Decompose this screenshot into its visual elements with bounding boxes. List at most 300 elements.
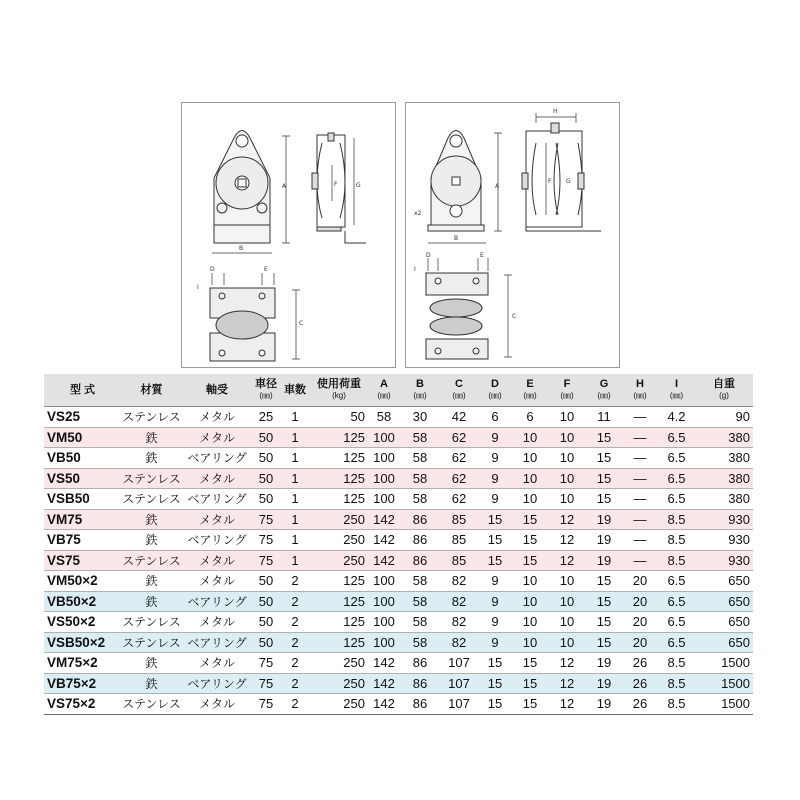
dim-label-c: C <box>299 320 304 327</box>
table-cell: VS75 <box>44 550 121 571</box>
table-cell: 1 <box>280 427 310 448</box>
table-cell: 62 <box>440 489 478 510</box>
table-cell: 86 <box>400 653 440 674</box>
table-cell: 1500 <box>695 653 753 674</box>
table-cell: 58 <box>400 632 440 653</box>
table-cell: 62 <box>440 468 478 489</box>
dim-label-b: B <box>454 235 459 242</box>
table-cell: 6 <box>512 407 548 428</box>
table-cell: 50 <box>252 468 280 489</box>
table-cell: ベアリング <box>182 448 252 469</box>
table-cell: 19 <box>586 550 622 571</box>
dim-label-g: G <box>356 182 361 189</box>
table-cell: 6.5 <box>658 612 695 633</box>
table-cell: 10 <box>512 427 548 448</box>
table-cell: 12 <box>548 653 586 674</box>
table-cell: 58 <box>400 489 440 510</box>
table-cell: 鉄 <box>121 530 182 551</box>
table-cell: 142 <box>368 653 400 674</box>
table-cell: 380 <box>695 489 753 510</box>
table-cell: 15 <box>512 653 548 674</box>
table-cell: 82 <box>440 571 478 592</box>
table-cell: メタル <box>182 612 252 633</box>
column-header-label: A <box>380 378 388 390</box>
table-cell: 100 <box>368 571 400 592</box>
column-header-unit: (㎜) <box>669 391 684 400</box>
table-cell: 15 <box>478 550 512 571</box>
table-cell: ステンレス <box>121 632 182 653</box>
table-cell: 250 <box>310 509 368 530</box>
table-cell: 鉄 <box>121 591 182 612</box>
table-cell: 12 <box>548 509 586 530</box>
column-header-label: I <box>674 378 679 390</box>
column-header <box>622 374 658 407</box>
table-cell: 6.5 <box>658 448 695 469</box>
table-cell: 125 <box>310 632 368 653</box>
dim-label-e: E <box>480 252 484 259</box>
table-cell: 9 <box>478 448 512 469</box>
table-cell: 10 <box>548 591 586 612</box>
table-cell: — <box>622 509 658 530</box>
table-cell: 2 <box>280 571 310 592</box>
table-cell: 9 <box>478 489 512 510</box>
table-cell: 107 <box>440 653 478 674</box>
column-header <box>512 374 548 407</box>
table-row <box>44 427 753 448</box>
dim-label-d: D <box>210 266 215 273</box>
table-cell: 9 <box>478 427 512 448</box>
table-cell: 15 <box>478 653 512 674</box>
table-cell: VB75×2 <box>44 673 121 694</box>
table-cell: 15 <box>586 632 622 653</box>
table-cell: 380 <box>695 468 753 489</box>
table-cell: 58 <box>368 407 400 428</box>
dim-label-b: B <box>239 245 244 252</box>
table-cell: 20 <box>622 632 658 653</box>
table-cell: メタル <box>182 550 252 571</box>
table-cell: 10 <box>512 448 548 469</box>
table-cell: 107 <box>440 694 478 715</box>
table-cell: 10 <box>512 632 548 653</box>
column-header-label: 型 式 <box>69 384 96 396</box>
table-row <box>44 550 753 571</box>
table-cell: 142 <box>368 550 400 571</box>
table-cell: 50 <box>252 448 280 469</box>
column-header <box>478 374 512 407</box>
table-cell: 10 <box>512 612 548 633</box>
table-cell: 380 <box>695 427 753 448</box>
table-cell: 250 <box>310 694 368 715</box>
table-row <box>44 612 753 633</box>
table-cell: 2 <box>280 694 310 715</box>
dim-label-f: F <box>334 181 338 188</box>
table-cell: 8.5 <box>658 653 695 674</box>
column-header <box>400 374 440 407</box>
table-cell: 10 <box>548 407 586 428</box>
table-cell: 6.5 <box>658 489 695 510</box>
table-cell: 26 <box>622 694 658 715</box>
table-cell: 650 <box>695 591 753 612</box>
table-cell: 1 <box>280 407 310 428</box>
table-row <box>44 571 753 592</box>
table-cell: 15 <box>512 694 548 715</box>
table-cell: — <box>622 489 658 510</box>
table-cell: 12 <box>548 694 586 715</box>
column-header <box>368 374 400 407</box>
table-cell: 75 <box>252 653 280 674</box>
column-header-label: 材質 <box>140 384 163 396</box>
table-cell: 82 <box>440 612 478 633</box>
table-cell: 10 <box>548 612 586 633</box>
table-cell: 2 <box>280 653 310 674</box>
table-cell: 10 <box>548 632 586 653</box>
table-cell: 19 <box>586 653 622 674</box>
table-cell: 1 <box>280 509 310 530</box>
dim-label-g: G <box>566 178 571 185</box>
table-cell: VS75×2 <box>44 694 121 715</box>
table-cell: 42 <box>440 407 478 428</box>
table-cell: 26 <box>622 653 658 674</box>
table-cell: VM50 <box>44 427 121 448</box>
table-cell: 142 <box>368 673 400 694</box>
table-cell: 19 <box>586 694 622 715</box>
table-cell: 25 <box>252 407 280 428</box>
column-header-label: 車径 <box>255 378 277 390</box>
dim-label-x2: x2 <box>414 210 422 217</box>
table-cell: メタル <box>182 468 252 489</box>
table-cell: 10 <box>548 571 586 592</box>
table-cell: 125 <box>310 448 368 469</box>
table-cell: — <box>622 550 658 571</box>
table-cell: 鉄 <box>121 427 182 448</box>
table-cell: 15 <box>586 489 622 510</box>
column-header-unit: (㎜) <box>597 391 611 400</box>
table-cell: 250 <box>310 550 368 571</box>
table-cell: 10 <box>512 489 548 510</box>
table-cell: 380 <box>695 448 753 469</box>
table-cell: メタル <box>182 571 252 592</box>
table-cell: 15 <box>478 530 512 551</box>
table-cell: VS50 <box>44 468 121 489</box>
table-cell: ステンレス <box>121 550 182 571</box>
table-cell: 15 <box>586 448 622 469</box>
table-cell: 12 <box>548 673 586 694</box>
table-cell: 142 <box>368 694 400 715</box>
table-cell: 142 <box>368 509 400 530</box>
table-cell: 250 <box>310 673 368 694</box>
table-cell: 250 <box>310 653 368 674</box>
table-cell: 15 <box>478 673 512 694</box>
table-cell: 58 <box>400 468 440 489</box>
table-cell: 85 <box>440 550 478 571</box>
table-cell: 75 <box>252 673 280 694</box>
table-cell: 8.5 <box>658 509 695 530</box>
table-cell: 100 <box>368 427 400 448</box>
table-cell: 2 <box>280 632 310 653</box>
table-cell: メタル <box>182 694 252 715</box>
table-cell: 15 <box>586 427 622 448</box>
table-cell: 20 <box>622 612 658 633</box>
table-cell: 50 <box>252 632 280 653</box>
table-cell: 86 <box>400 509 440 530</box>
table-cell: 90 <box>695 407 753 428</box>
table-cell: 6.5 <box>658 591 695 612</box>
table-cell: 2 <box>280 673 310 694</box>
table-cell: 86 <box>400 694 440 715</box>
table-cell: 9 <box>478 591 512 612</box>
table-cell: 20 <box>622 571 658 592</box>
table-cell: 10 <box>512 571 548 592</box>
table-cell: VB50×2 <box>44 591 121 612</box>
table-cell: 58 <box>400 591 440 612</box>
table-header-row <box>44 374 753 407</box>
column-header-unit: (㎜) <box>488 391 502 400</box>
column-header-label: H <box>636 378 644 390</box>
column-header-unit: (g) <box>719 391 729 400</box>
table-row <box>44 653 753 674</box>
table-cell: 650 <box>695 571 753 592</box>
table-cell: 15 <box>512 673 548 694</box>
table-cell: 2 <box>280 591 310 612</box>
table-body <box>44 407 753 715</box>
table-cell: 1 <box>280 530 310 551</box>
table-cell: 10 <box>548 448 586 469</box>
column-header-unit: (㎜) <box>452 391 466 400</box>
table-row <box>44 591 753 612</box>
table-cell: ステンレス <box>121 468 182 489</box>
table-cell: VS50×2 <box>44 612 121 633</box>
table-cell: 1 <box>280 489 310 510</box>
dim-label-i: I <box>197 284 199 291</box>
table-cell: 100 <box>368 489 400 510</box>
table-cell: ベアリング <box>182 632 252 653</box>
table-cell: 100 <box>368 632 400 653</box>
table-cell: 10 <box>548 489 586 510</box>
table-cell: 6.5 <box>658 468 695 489</box>
table-cell: 1500 <box>695 673 753 694</box>
column-header-label: C <box>455 378 463 390</box>
table-cell: 15 <box>512 509 548 530</box>
column-header-unit: (㎜) <box>523 391 537 400</box>
column-header-unit: (㎜) <box>377 391 391 400</box>
column-header <box>182 374 252 407</box>
column-header-unit: (㎜) <box>413 391 427 400</box>
table-cell: 8.5 <box>658 694 695 715</box>
table-cell: 15 <box>512 550 548 571</box>
table-cell: 1 <box>280 550 310 571</box>
table-row <box>44 407 753 428</box>
table-cell: 30 <box>400 407 440 428</box>
dim-label-e: E <box>264 266 268 273</box>
table-cell: 9 <box>478 632 512 653</box>
table-cell: 鉄 <box>121 673 182 694</box>
table-cell: 10 <box>548 427 586 448</box>
table-cell: 6.5 <box>658 571 695 592</box>
table-cell: 1500 <box>695 694 753 715</box>
table-cell: 50 <box>252 571 280 592</box>
column-header <box>252 374 280 407</box>
table-cell: 58 <box>400 427 440 448</box>
column-header-unit: (㎜) <box>259 391 273 400</box>
table-cell: 125 <box>310 468 368 489</box>
table-cell: 9 <box>478 612 512 633</box>
column-header-unit: (㎜) <box>633 391 647 400</box>
table-cell: 142 <box>368 530 400 551</box>
dim-label-a: A <box>495 183 500 190</box>
table-cell: 100 <box>368 591 400 612</box>
table-cell: 12 <box>548 530 586 551</box>
column-header-label: 車数 <box>284 384 306 396</box>
table-cell: 58 <box>400 571 440 592</box>
table-row <box>44 673 753 694</box>
table-cell: 58 <box>400 612 440 633</box>
table-cell: 6.5 <box>658 427 695 448</box>
table-cell: 15 <box>586 591 622 612</box>
table-cell: ベアリング <box>182 489 252 510</box>
table-row <box>44 632 753 653</box>
table-cell: 85 <box>440 509 478 530</box>
table-cell: 15 <box>478 509 512 530</box>
table-cell: 鉄 <box>121 571 182 592</box>
table-cell: — <box>622 530 658 551</box>
table-cell: ステンレス <box>121 694 182 715</box>
table-cell: 650 <box>695 612 753 633</box>
dim-label-f: F <box>548 178 552 185</box>
table-cell: 8.5 <box>658 550 695 571</box>
column-header <box>121 374 182 407</box>
column-header-label: G <box>599 378 609 390</box>
column-header-label: F <box>563 378 571 390</box>
column-header <box>310 374 368 407</box>
table-cell: 9 <box>478 468 512 489</box>
table-cell: 650 <box>695 632 753 653</box>
column-header <box>586 374 622 407</box>
table-cell: メタル <box>182 509 252 530</box>
table-cell: VB75 <box>44 530 121 551</box>
table-cell: 75 <box>252 530 280 551</box>
table-cell: 12 <box>548 550 586 571</box>
table-cell: 50 <box>252 427 280 448</box>
table-cell: 930 <box>695 509 753 530</box>
table-cell: 鉄 <box>121 653 182 674</box>
dim-label-i: I <box>414 266 416 273</box>
table-cell: 鉄 <box>121 448 182 469</box>
dim-label-a: A <box>282 183 287 190</box>
table-cell: 8.5 <box>658 673 695 694</box>
table-cell: VB50 <box>44 448 121 469</box>
table-cell: — <box>622 427 658 448</box>
table-cell: 50 <box>252 489 280 510</box>
table-cell: 15 <box>512 530 548 551</box>
table-cell: 107 <box>440 673 478 694</box>
table-cell: 62 <box>440 448 478 469</box>
table-cell: VS25 <box>44 407 121 428</box>
table-cell: ステンレス <box>121 407 182 428</box>
table-row <box>44 489 753 510</box>
table-cell: — <box>622 468 658 489</box>
table-cell: 20 <box>622 591 658 612</box>
double-pulley-drawing <box>406 103 621 369</box>
table-cell: 75 <box>252 694 280 715</box>
table-cell: 9 <box>478 571 512 592</box>
table-row <box>44 468 753 489</box>
table-cell: 15 <box>478 694 512 715</box>
table-cell: VSB50×2 <box>44 632 121 653</box>
spec-table <box>44 374 753 715</box>
table-cell: ステンレス <box>121 489 182 510</box>
table-row <box>44 694 753 715</box>
table-cell: 10 <box>512 468 548 489</box>
dim-label-c: C <box>512 313 517 320</box>
table-cell: 6 <box>478 407 512 428</box>
table-cell: — <box>622 448 658 469</box>
table-cell: 6.5 <box>658 632 695 653</box>
table-cell: 75 <box>252 550 280 571</box>
table-cell: 50 <box>310 407 368 428</box>
single-pulley-drawing <box>182 103 397 369</box>
table-cell: 930 <box>695 550 753 571</box>
table-cell: 11 <box>586 407 622 428</box>
table-cell: 86 <box>400 530 440 551</box>
table-cell: 250 <box>310 530 368 551</box>
table-cell: 15 <box>586 612 622 633</box>
table-cell: メタル <box>182 407 252 428</box>
table-cell: 1 <box>280 448 310 469</box>
table-cell: 125 <box>310 591 368 612</box>
dim-label-h: H <box>553 108 558 115</box>
table-cell: VM50×2 <box>44 571 121 592</box>
table-cell: VM75 <box>44 509 121 530</box>
table-cell: 50 <box>252 591 280 612</box>
column-header-label: B <box>416 378 424 390</box>
column-header <box>695 374 753 407</box>
table-cell: 50 <box>252 612 280 633</box>
column-header <box>440 374 478 407</box>
table-cell: 15 <box>586 571 622 592</box>
table-cell: 鉄 <box>121 509 182 530</box>
table-cell: 125 <box>310 427 368 448</box>
table-cell: 1 <box>280 468 310 489</box>
table-cell: 82 <box>440 591 478 612</box>
table-cell: 10 <box>548 468 586 489</box>
table-cell: メタル <box>182 653 252 674</box>
column-header-label: 自重 <box>713 378 735 390</box>
table-cell: 15 <box>586 468 622 489</box>
table-cell: ベアリング <box>182 673 252 694</box>
table-cell: 26 <box>622 673 658 694</box>
column-header <box>44 374 121 407</box>
table-cell: 75 <box>252 509 280 530</box>
column-header <box>548 374 586 407</box>
column-header-label: 軸受 <box>206 384 228 396</box>
table-cell: 930 <box>695 530 753 551</box>
table-row <box>44 448 753 469</box>
table-cell: 2 <box>280 612 310 633</box>
table-row <box>44 530 753 551</box>
table-cell: 10 <box>512 591 548 612</box>
table-cell: 86 <box>400 673 440 694</box>
table-cell: 86 <box>400 550 440 571</box>
double-pulley-diagram <box>405 102 620 368</box>
table-cell: 85 <box>440 530 478 551</box>
column-header-label: E <box>526 378 534 390</box>
column-header-label: 使用荷重 <box>317 378 361 390</box>
table-cell: 19 <box>586 673 622 694</box>
table-cell: — <box>622 407 658 428</box>
column-header <box>280 374 310 407</box>
table-cell: VSB50 <box>44 489 121 510</box>
table-cell: 4.2 <box>658 407 695 428</box>
